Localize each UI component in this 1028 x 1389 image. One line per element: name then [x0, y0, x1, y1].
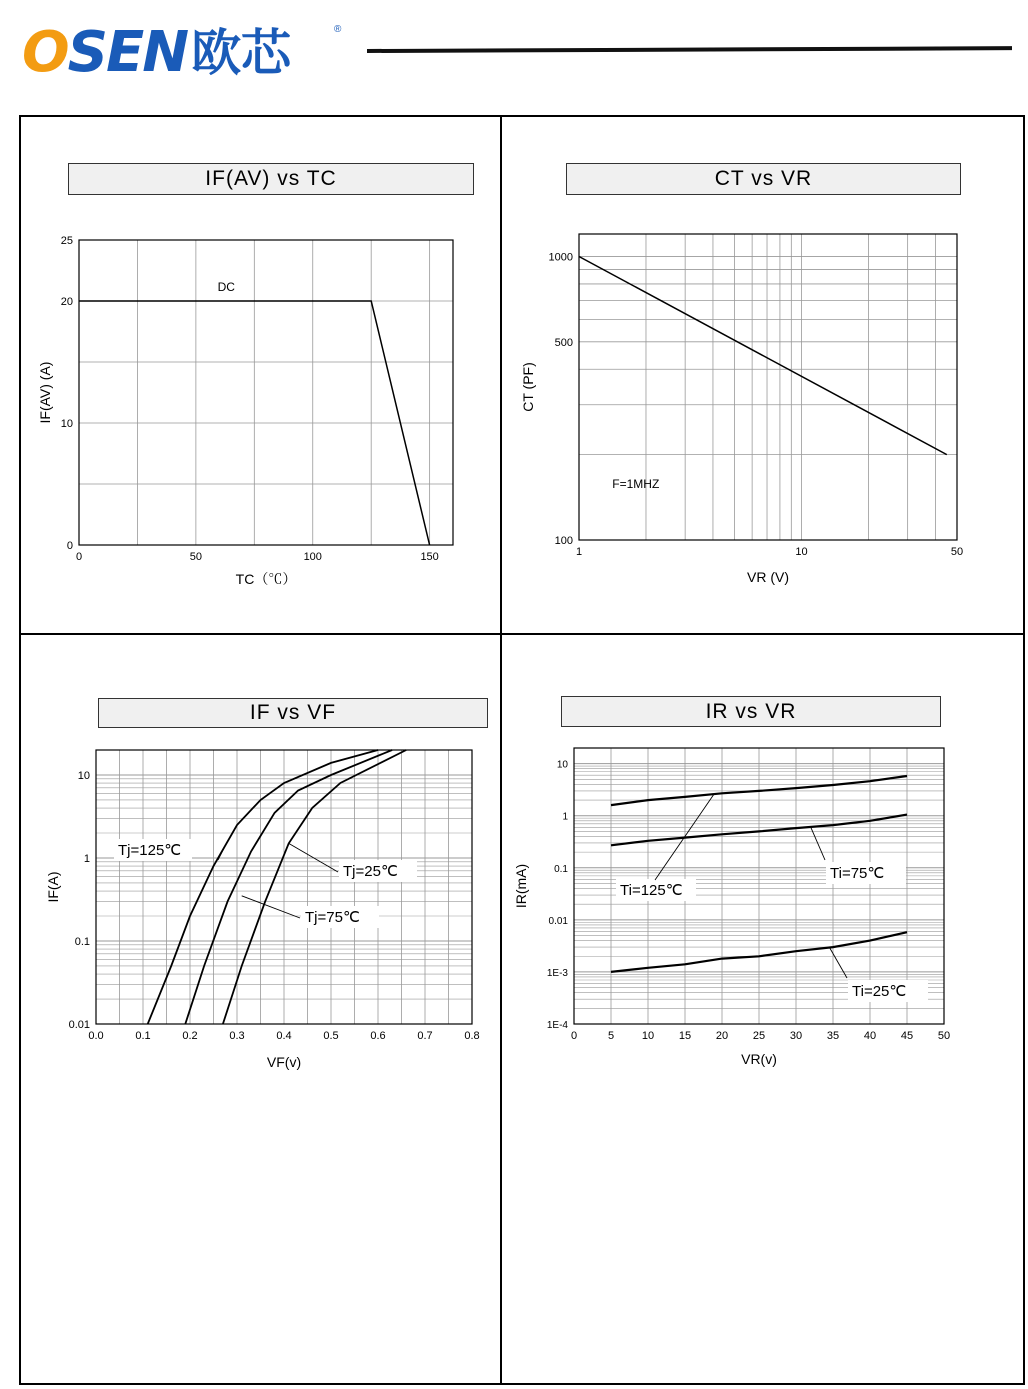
x-axis-label: TC（℃）	[235, 571, 297, 587]
series-line	[579, 257, 947, 455]
y-tick-label: 1	[83, 852, 90, 865]
series-line-2	[223, 750, 406, 1024]
x-tick-label: 100	[303, 551, 322, 563]
chart-title-if-vf: IF vs VF	[98, 698, 488, 728]
x-tick-label: 40	[863, 1030, 877, 1042]
series-label: Tj=25℃	[343, 863, 398, 880]
y-tick-label: 1	[562, 811, 568, 823]
x-tick-label: 30	[789, 1030, 803, 1042]
x-tick-label: 0.0	[88, 1030, 104, 1042]
x-tick-label: 0.5	[323, 1030, 339, 1042]
chart-if-vs-tc	[37, 235, 453, 587]
series-label: Ti=75℃	[830, 865, 885, 882]
x-tick-label: 0	[570, 1030, 578, 1042]
x-tick-label: 0.7	[417, 1030, 433, 1042]
x-tick-label: 45	[900, 1030, 914, 1042]
y-tick-label: 20	[60, 296, 73, 308]
x-tick-label: 35	[826, 1030, 840, 1042]
x-tick-label: 0	[75, 551, 83, 563]
x-axis-label: VF(v)	[266, 1054, 302, 1070]
chart-ct-vs-vr	[520, 234, 963, 585]
leader-line	[811, 827, 825, 860]
x-tick-label: 0.6	[370, 1030, 386, 1042]
chart-if-vs-vf	[45, 750, 480, 1070]
leader-line	[218, 841, 228, 860]
x-tick-label: 20	[715, 1030, 729, 1042]
y-axis-label: IF(AV) (A)	[37, 361, 53, 424]
x-tick-label: 0.4	[276, 1030, 292, 1042]
logo-latin: OSEN	[22, 20, 188, 85]
series-label: Ti=25℃	[852, 983, 907, 1000]
y-tick-label: 1000	[548, 251, 573, 264]
annotation-label: DC	[217, 279, 235, 294]
y-tick-label: 10	[77, 769, 90, 782]
y-tick-label: 0.01	[68, 1019, 90, 1031]
x-tick-label: 0.2	[182, 1030, 198, 1042]
y-tick-label: 25	[60, 235, 73, 247]
y-axis-label: IF(A)	[45, 871, 61, 903]
x-tick-label: 50	[189, 551, 202, 563]
x-axis-label: VR (V)	[747, 569, 789, 585]
series-line-0	[148, 750, 378, 1024]
plot-area	[579, 234, 957, 540]
y-tick-label: 10	[556, 759, 568, 771]
series-line-1	[185, 750, 392, 1024]
series-label: Ti=125℃	[620, 882, 683, 899]
x-tick-label: 0.8	[464, 1030, 480, 1042]
y-tick-label: 10	[60, 418, 73, 430]
leader-line	[242, 896, 300, 918]
x-tick-label: 0.1	[135, 1030, 151, 1042]
chart-title-ct-vr: CT vs VR	[566, 163, 961, 195]
y-tick-label: 100	[554, 535, 573, 547]
annotation-label: F=1MHZ	[612, 477, 660, 492]
x-tick-label: 50	[937, 1030, 951, 1042]
plot-area	[79, 240, 453, 545]
y-tick-label: 0.1	[74, 935, 90, 948]
leader-line	[829, 947, 847, 978]
x-tick-label: 25	[752, 1030, 766, 1042]
y-tick-label: 1E-3	[546, 967, 568, 979]
y-tick-label: 500	[554, 336, 573, 349]
y-tick-label: 0.01	[548, 915, 568, 927]
chart-ir-vs-vr	[513, 748, 950, 1067]
x-axis-label: VR(v)	[741, 1051, 777, 1067]
x-tick-label: 15	[678, 1030, 692, 1042]
x-tick-label: 1	[575, 546, 583, 558]
y-tick-label: 0	[66, 540, 73, 552]
series-label: Tj=125℃	[118, 842, 182, 859]
logo-chinese: 欧芯	[191, 24, 292, 82]
y-axis-label: CT (PF)	[520, 362, 536, 412]
registered-mark: ®	[334, 24, 342, 35]
y-tick-label: 0.1	[554, 863, 568, 875]
x-tick-label: 10	[641, 1030, 655, 1042]
x-tick-label: 10	[795, 546, 808, 558]
y-axis-label: IR(mA)	[513, 863, 529, 909]
x-tick-label: 50	[950, 546, 964, 558]
series-label: Tj=75℃	[305, 909, 360, 926]
x-tick-label: 0.3	[229, 1030, 245, 1042]
chart-title-if-tc: IF(AV) vs TC	[68, 163, 474, 195]
chart-title-ir-vr: IR vs VR	[561, 696, 941, 727]
x-tick-label: 150	[420, 551, 439, 563]
x-tick-label: 5	[607, 1030, 615, 1042]
y-tick-label: 1E-4	[546, 1020, 568, 1031]
